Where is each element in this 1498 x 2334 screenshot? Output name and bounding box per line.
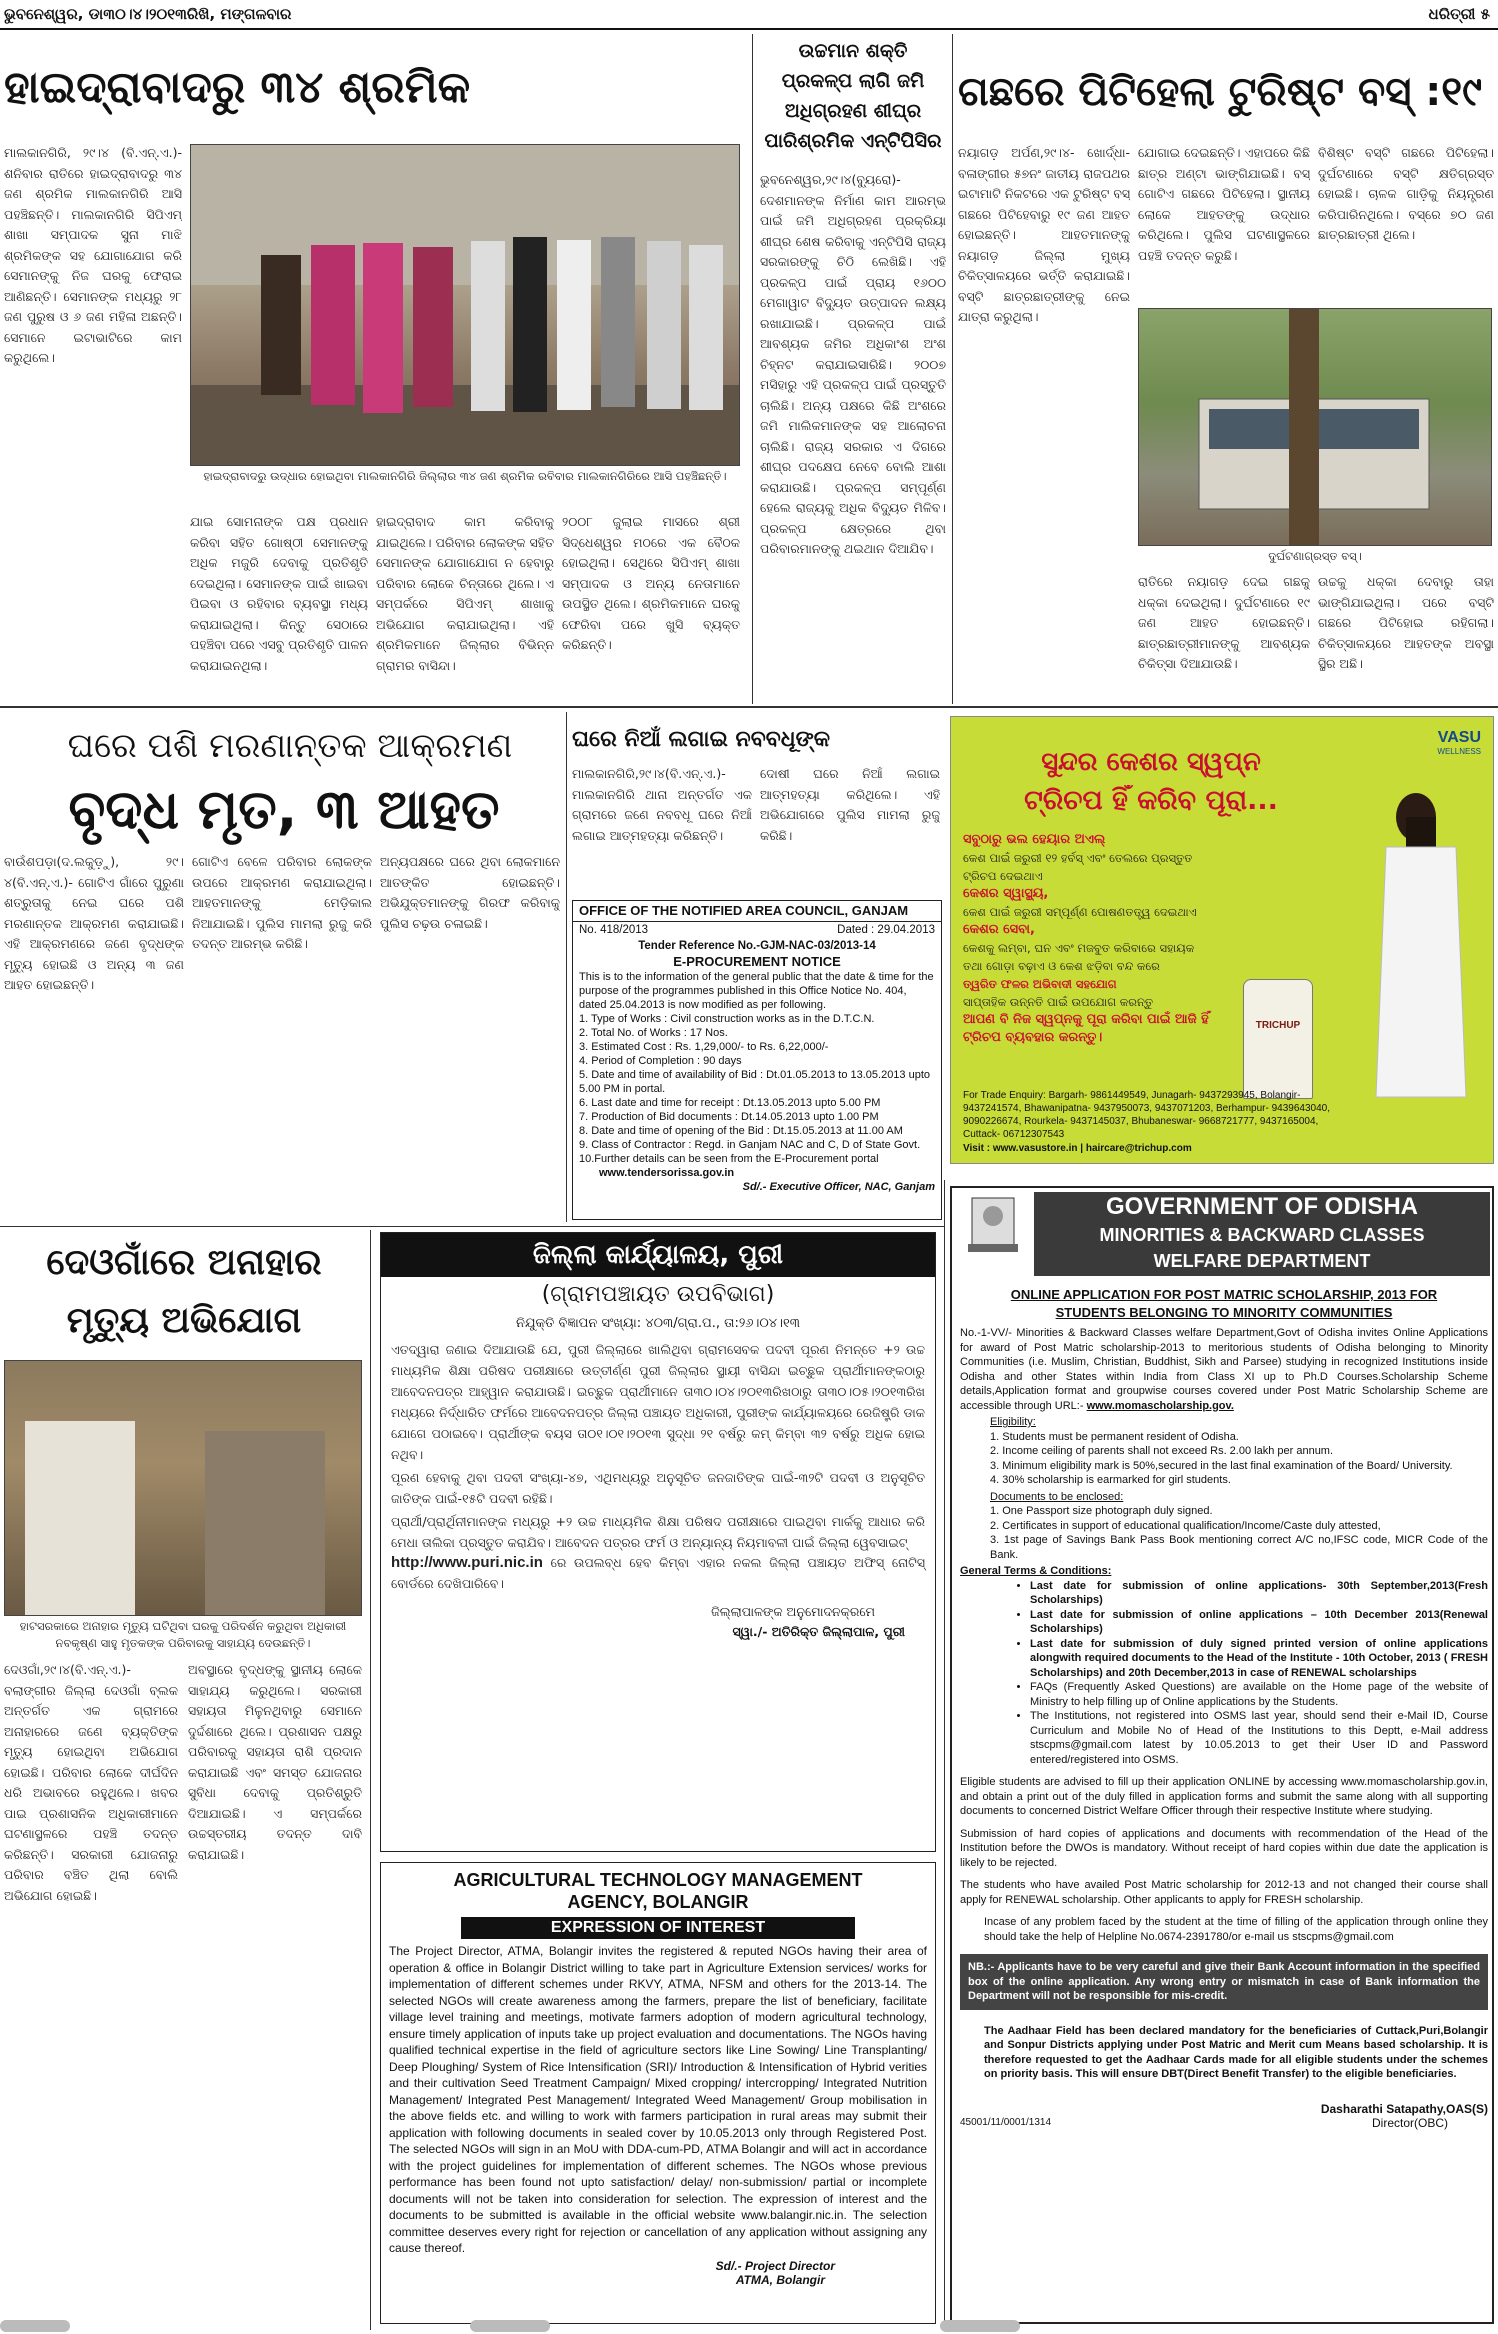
odisha-eligibility-item: 2. Income ceiling of parents shall not exceed Rs. 2.00 lakh per annum. (990, 1445, 1334, 1457)
odisha-title-3: WELFARE DEPARTMENT (1153, 1251, 1371, 1271)
odisha-notice (950, 1186, 1494, 2324)
odisha-heading-1: ONLINE APPLICATION FOR POST MATRIC SCHOLARSHIP, 2013 FOR (1010, 1287, 1438, 1302)
tender-title: OFFICE OF THE NOTIFIED AREA COUNCIL, GANJAM (573, 903, 941, 922)
ad-line: କେଶ ପାଇଁ ଜରୁରୀ ସମ୍ପୂର୍ଣ୍ଣ ପୋଷଣତତ୍ତ୍ୱ ଦେଇଥାଏ (963, 905, 1197, 919)
ashoka-emblem-icon (958, 1194, 1028, 1256)
divider-2 (952, 34, 953, 704)
story4-col2: ଗୋଟିଏ ବେଳେ ପରିବାର ଲୋକଙ୍କ ଉପରେ ଆକ୍ରମଣ କରାଯାଇଥିଲା। ଆହତମାନଙ୍କୁ ମେଡ଼ିକାଲ ନିଆଯାଇଛି। ପୁଲିସ ମାମଲା ରୁଜୁ କରି ତଦନ୍ତ ଆରମ୍ଭ କରିଛି। (192, 854, 372, 951)
odisha-terms-item: • Last date for submission of online applications – 10th December 2013(Renewal Scholarships) (1030, 1608, 1488, 1637)
atma-notice (380, 1862, 936, 2324)
page-bottom-marker-2 (470, 2320, 550, 2332)
ad-line: କେଶକୁ ଲମ୍ବା, ଘନ ଏବଂ ମଜବୁତ କରିବାରେ ସହାୟକ (963, 941, 1195, 955)
odisha-para-3: The students who have availed Post Matric scholarship for 2012-13 and not changed their course shall apply for RENEWAL scholarship. Other applicants to apply for FRESH scholarship. (960, 1879, 1488, 1906)
photo-people (261, 237, 723, 413)
tender-item: 10.Further details can be seen from the E-Procurement portal (579, 1153, 879, 1165)
story1-caption: ହାଇଦ୍ରାବାଦରୁ ଉଦ୍ଧାର ହୋଇଥିବା ମାଲକାନଗିରି ଜିଲ୍ଲାର ୩୪ ଜଣ ଶ୍ରମିକ ରବିବାର ମାଲକାନଗିରିରେ ଆସି ପହଞ୍ଚିଛନ୍ତି। (203, 469, 727, 483)
ad-line: କେଶ ପାଇଁ ଜରୁରୀ ୧୨ ହର୍ବସ୍ ଏବଂ ତେଲରେ ପ୍ରସ୍ତୁତ (963, 851, 1193, 865)
puri-subtitle: (ଗ୍ରାମପଞ୍ଚାୟତ ଉପବିଭାଗ) (541, 1282, 775, 1307)
tender-no: No. 418/2013 (579, 924, 649, 936)
story1-col1: ମାଲକାନଗିରି, ୨୯।୪ (ବି.ଏନ୍.ଏ.)- ଶନିବାର ରାତିରେ ହାଇଦ୍ରାବାଦରୁ ୩୪ ଜଣ ଶ୍ରମିକ ମାଲକାନଗିରି ଆସି ପହଞ୍ଚିଛନ୍ତି। ମାଲକାନଗିରି ସିପିଏମ୍ ଶାଖା ସମ୍ପାଦକ ସୁନା ମାଝି ଶ୍ରମିକଙ୍କ ସହ ଯୋଗାଯୋଗ କରି ସେମାନଙ୍କୁ ନିଜ ଘରକୁ ଫେରାଇ ଆଣିଛନ୍ତି। ସେମାନଙ୍କ ମଧ୍ୟରୁ ୨୮ ଜଣ ପୁରୁଷ ଓ ୬ ଜଣ ମହିଳା ଅଛନ୍ତି। ସେମାନେ ଇଟାଭାଟିରେ କାମ କରୁଥିଲେ। (4, 145, 182, 365)
ad-line: ଆପଣ ବି ନିଜ ସ୍ୱପ୍ନକୁ ପୂରା କରିବା ପାଇଁ ଆଜି ହିଁ (963, 1012, 1209, 1027)
odisha-docs-item: 3. 1st page of Savings Bank Pass Book mentioning correct A/C no,IFSC code, MICR Code of the Bank. (990, 1534, 1488, 1561)
story1-col3: ହାଇଦ୍ରାବାଦ କାମ କରିବାକୁ ଯାଇଥିଲେ। ପରିବାର ଲୋକଙ୍କ ସହିତ ସେମାନଙ୍କ ଯୋଗାଯୋଗ ନ ହେବାରୁ ପରିବାର ଲୋକେ ଚିନ୍ତାରେ ଥିଲେ। ଏ ସମ୍ପର୍କରେ ସିପିଏମ୍ ଶାଖାକୁ ଅଭିଯୋଗ କରାଯାଇଥିଲା। ଏହି ଶ୍ରମିକମାନେ ଜିଲ୍ଲାର ବିଭିନ୍ନ ଗ୍ରାମର ବାସିନ୍ଦା। (376, 514, 554, 673)
story6-headline: ଦେଓଗାଁରେ ଅନାହାର ମୃତ୍ୟୁ ଅଭିଯୋଗ (46, 1242, 322, 1341)
atma-body: The Project Director, ATMA, Bolangir invites the registered & reputed NGOs having their area of operation & office in Bolangir District willing to take part in Agriculture Extension services/ works for implementation of different schemes under RKVY, ATMA, NFSM and others for the 2013-14. The selected NGOs will create awareness among the farmers, prepare the list of beneficiary, facilitate village level training and meetings, motivate farmers adoption of modern agricultural technology, ensure timely application of inputs take up project evaluation and documentations. The NGOs having qualified technical expertise in the field of agriculture sectors like Line Sowing/ Line Transplanting/ Deep Ploughing/ System of Rice Intensification (SRI)/ Introduction & Intensification of Hybrid verities and their cultivation Seed Treatment Campaign/ Mixed cropping/ intercropping/ Integrated Nutrition Management/ Integrated Pest Management/ Integrated Weed Management/ Group mobilisation in the above fields etc. and willing to work with farmers participation in rural areas may submit their application with following documents in sealed cover by 10.05.2013 only through Registered Post. The selected NGOs will sign in an MoU with DDA-cum-PD, ATMA Bolangir and will act in accordance with the project guidelines for implementation of different schemes. The NGOs whose previous performance has been found not upto satisfaction/ delay/ non-submission/ partial or incomplete documents will not be taken into consideration for selection. The expression of interest and the documents to be submitted is available in the official website www.balangir.nic.in. The selection committee deserves every right for rejection or cancellation of any application without assigning any cause thereof. (389, 1944, 931, 2255)
odisha-emblem (958, 1194, 1028, 1256)
tender-items (579, 1012, 935, 1166)
odisha-terms-list (960, 1579, 1488, 1768)
story3-headline: ଗଛରେ ପିଟିହେଲା ଟୁରିଷ୍ଟ ବସ୍ :୧୯ (958, 69, 1483, 115)
story6-caption: ହାଟସରକାରେ ଅନାହାର ମୃତ୍ୟୁ ଘଟିଥିବା ଘରକୁ ପରିଦର୍ଶନ କରୁଥିବା ଅଧିକାରୀ ନବକୃଷ୍ଣ ସାହୁ ମୃତକଙ୍କ ପରିବାରକୁ ସାହାଯ୍ୟ ଦେଉଛନ୍ତି। (19, 1619, 347, 1650)
page-bottom-marker-3 (940, 2320, 1020, 2332)
odisha-docs-list (960, 1504, 1488, 1562)
divider-3 (566, 712, 567, 1222)
story5-headline: ଘରେ ନିଆଁ ଲଗାଇ ନବବଧୂଙ୍କ (572, 727, 831, 752)
story2-body: ଭୁବନେଶ୍ୱର,୨୯।୪(ବ୍ୟୁରୋ)- ଦେଶମାନଙ୍କ ନିର୍ମାଣ କାମ ଆରମ୍ଭ ପାଇଁ ଜମି ଅଧିଗ୍ରହଣ ପ୍ରକ୍ରିୟା ଶୀଘ୍ର ଶେଷ କରିବାକୁ ଏନ୍ଟିପିସି ରାଜ୍ୟ ସରକାରଙ୍କୁ ଚିଠି ଲେଖିଛି। ଏହି ପ୍ରକଳ୍ପ ପାଇଁ ପ୍ରାୟ ୧୬୦୦ ମେଗାୱାଟ ବିଦ୍ୟୁତ ଉତ୍ପାଦନ ଲକ୍ଷ୍ୟ ରଖାଯାଇଛି। ପ୍ରକଳ୍ପ ପାଇଁ ଆବଶ୍ୟକ ଜମିର ଅଧିକାଂଶ ଅଂଶ ଚିହ୍ନଟ କରାଯାଇସାରିଛି। ୨୦୦୭ ମସିହାରୁ ଏହି ପ୍ରକଳ୍ପ ପାଇଁ ପ୍ରସ୍ତୁତି ଚାଲିଛି। ଅନ୍ୟ ପକ୍ଷରେ କିଛି ଅଂଶରେ ଜମି ମାଲିକମାନଙ୍କ ସହ ଆଲୋଚନା ଚାଲିଛି। ରାଜ୍ୟ ସରକାର ଏ ଦିଗରେ ଶୀଘ୍ର ପଦକ୍ଷେପ ନେବେ ବୋଲି ଆଶା କରାଯାଉଛି। ପ୍ରକଳ୍ପ ସମ୍ପୂର୍ଣ୍ଣ ହେଲେ ରାଜ୍ୟକୁ ଅଧିକ ବିଦ୍ୟୁତ ମିଳିବ। ପ୍ରକଳ୍ପ କ୍ଷେତ୍ରରେ ଥିବା ପରିବାରମାନଙ୍କୁ ଥଇଥାନ ଦିଆଯିବ। (760, 172, 946, 556)
odisha-docs-item: 2. Certificates in support of educational qualification/Income/Caste duly attested, (990, 1519, 1381, 1532)
odisha-heading-2: STUDENTS BELONGING TO MINORITY COMMUNITIES (1055, 1305, 1393, 1320)
tender-ref: Tender Reference No.-GJM-NAC-03/2013-14 (638, 940, 876, 952)
tender-item: 1. Type of Works : Civil construction works as in the D.T.C.N. (579, 1013, 875, 1025)
ad-product-name: TRICHUP (1255, 1020, 1301, 1031)
odisha-para-2: Submission of hard copies of applications and documents with recommendation of the Head of the Institution before the DWOs is mandatory. Without receipt of hard copies within due date the application is likely to be rejected. (960, 1827, 1488, 1869)
ad-model-figure (1336, 777, 1486, 1107)
bus-accident-photo (1139, 309, 1492, 546)
story6-photo (4, 1360, 362, 1616)
odisha-aadhaar-note: The Aadhaar Field has been declared mandatory for the beneficiaries of Cuttack,Puri,Bolangir and Sonpur Districts applying under Post Matric and Merit cum Means based scholarship. It is therefore requested to get the Aadhaar Cards made for all eligible students under the schemes on priority basis. This will ensure DBT(Direct Benefit Transfer) to the eligible beneficiaries. (984, 2024, 1488, 2080)
odisha-signer: Dasharathi Satapathy,OAS(S) (1320, 2101, 1488, 2116)
odisha-eligibility-item: 4. 30% scholarship is earmarked for girl students. (990, 1474, 1231, 1486)
odisha-terms-item: • The Institutions, not registered into OSMS last year, should send their e-Mail ID, Course Curriculum and Mobile No of Head of the Institutions to this Deptt, e-Mail address stscpms@gmail.com latest by 10.05.2013 to get their User ID and Password entered/registered into OSMS. (1030, 1709, 1488, 1767)
odisha-header-band (1034, 1192, 1490, 1276)
story2-headline: ଉଚ୍ଚମାନ ଶକ୍ତି ପ୍ରକଳ୍ପ ଲାଗି ଜମି ଅଧିଗ୍ରହଣ ଶୀଘ୍ର ପାରିଶ୍ରମିକ ଏନ୍ଟିପିସିର (764, 40, 942, 152)
page-bottom-marker-1 (0, 2320, 70, 2332)
odisha-docs-heading: Documents to be enclosed: (990, 1490, 1124, 1503)
odisha-eligibility-item: 3. Minimum eligibility mark is 50%,secured in the last final examination of the Board/ University. (990, 1459, 1453, 1472)
story3-col-b: ଉଚ୍ଚକୁ ଧକ୍କା ଦେବାରୁ ତାହା ଭାଙ୍ଗିଯାଇଥିଲା। ପରେ ବସ୍ଟି ଗଛରେ ପିଟିହୋଇ ରହିଗଲା। ଚିକିତ୍ସାଳୟରେ ଆହତଙ୍କ ଅବସ୍ଥା ସ୍ଥିର ଅଛି। (1318, 574, 1494, 671)
tender-item: 3. Estimated Cost : Rs. 1,29,000/- to Rs. 6,22,000/- (579, 1041, 829, 1053)
odisha-intro-text: No.-1-VV/- Minorities & Backward Classes welfare Department,Govt of Odisha invites Online Applications for award of Post Matric scholarship-2013 to meritorious students of Odisha belonging to Minority Communities (i.e. Muslim, Christian, Buddhist, Sikh and Parsee) studying in recognized Institutions inside Odisha and other States within India from Class XI up to Ph.D Courses.Scholarship Scheme details,Application format and groupwise courses covered under Post Matric Scholarship Scheme are accessible through URL:- (960, 1327, 1488, 1412)
story3-col3: ବିଶିଷ୍ଟ ବସ୍ଟି ଗଛରେ ପିଟିହେଲା। ଦୁର୍ଘଟଣାରେ ବସ୍ଟି କ୍ଷତିଗ୍ରସ୍ତ ହୋଇଛି। ଚାଳକ ଗାଡ଼ିକୁ ନିୟନ୍ତ୍ରଣ କରିପାରିନଥିଲେ। ବସ୍ରେ ୭୦ ଜଣ ଛାତ୍ରଛାତ୍ରୀ ଥିଲେ। (1318, 145, 1494, 242)
story3-col1: ନୟାଗଡ଼ ଅର୍ପଣ,୨୯।୪- ଖୋର୍ଦ୍ଧା-ବଳାଙ୍ଗୀର ୫୭ନଂ ଜାତୀୟ ରାଜପଥର ଇଟାମାଟି ନିକଟରେ ଏକ ଟୁରିଷ୍ଟ ବସ୍ ଗଛରେ ପିଟିହେବାରୁ ୧୯ ଜଣ ଆହତ ହୋଇଛନ୍ତି। ଆହତମାନଙ୍କୁ ନୟାଗଡ଼ ଜିଲ୍ଲା ମୁଖ୍ୟ ଚିକିତ୍ସାଳୟରେ ଭର୍ତ୍ତି କରାଯାଇଛି। ବସ୍ଟି ଛାତ୍ରଛାତ୍ରୀଙ୍କୁ ନେଇ ଯାତ୍ରା କରୁଥିଲା। (958, 145, 1130, 324)
white-dress (1376, 847, 1466, 1097)
divider-5 (944, 1180, 945, 2330)
workers-group-photo (191, 145, 740, 466)
tender-item: 2. Total No. of Works : 17 Nos. (579, 1027, 728, 1039)
tender-item: 5. Date and time of availability of Bid : Dt.01.05.2013 to 13.05.2013 upto 5.00 PM in portal. (579, 1069, 931, 1095)
story4-headline-a: ଘରେ ପଶି ମରଣାନ୍ତକ ଆକ୍ରମଣ (67, 726, 513, 766)
story1-photo (190, 144, 740, 466)
divider-4 (370, 1230, 371, 2330)
header-rule (0, 28, 1498, 30)
story4-headline-b: ବୃଦ୍ଧ ମୃତ, ୩ ଆହତ (68, 778, 500, 841)
puri-body-4: ରେ ଉପଲବ୍ଧ ହେବ କିମ୍ବା ଏହାର ନକଲ ଜିଲ୍ଲା ପଞ୍ଚାୟତ ଅଫିସ୍ ନୋଟିସ୍ ବୋର୍ଡରେ ଦେଖିପାରିବେ। (391, 1555, 929, 1591)
ad-line: ସବୁଠାରୁ ଭଲ ହେୟାର ଅଏଲ୍ (963, 832, 1106, 847)
odisha-eligibility-heading: Eligibility: (990, 1416, 1036, 1428)
atma-band: EXPRESSION OF INTEREST (461, 1917, 855, 1939)
ad-product-bottle (1243, 979, 1313, 1099)
odisha-terms-item: • FAQs (Frequently Asked Questions) are available on the Home page of the website of Ministry to help filling up of Online applications by the Students. (1030, 1680, 1488, 1709)
atma-title-2: AGENCY, BOLANGIR (567, 1892, 749, 1912)
story4-col1: ବାଉଁଶପଡ଼ା(ଦ.ଲକୁଡ଼ୁ), ୨୯।୪(ବି.ଏନ୍.ଏ.)- ଗୋଟିଏ ଗାଁରେ ପୁରୁଣା ଶତ୍ରୁତାକୁ ନେଇ ଘରେ ପଶି ମରଣାନ୍ତକ ଆକ୍ରମଣ କରାଯାଇଛି। ଏହି ଆକ୍ରମଣରେ ଜଣେ ବୃଦ୍ଧଙ୍କ ମୃତ୍ୟୁ ହୋଇଛି ଓ ଅନ୍ୟ ୩ ଜଣ ଆହତ ହୋଇଛନ୍ତି। (4, 854, 184, 992)
odisha-designation: Director(OBC) (1371, 2116, 1448, 2130)
puri-website-link[interactable]: http://www.puri.nic.in (391, 1554, 543, 1571)
story3-col2: ଯୋଗାଇ ଦେଇଛନ୍ତି। ଏହାପରେ କିଛି ଛାତ୍ର ଅଣ୍ଟା ଭାଙ୍ଗିଯାଇଛି। ବସ୍ ଗୋଟିଏ ଗଛରେ ପିଟିହେଲା। ସ୍ଥାନୀୟ ଲୋକେ ଆହତଙ୍କୁ ଉଦ୍ଧାର କରିଥିଲେ। ପୁଲିସ ଘଟଣାସ୍ଥଳରେ ପହଞ୍ଚି ତଦନ୍ତ କରୁଛି। (1138, 145, 1310, 263)
puri-body-3: ପ୍ରାର୍ଥୀ/ପ୍ରାର୍ଥିନୀମାନଙ୍କ ମଧ୍ୟରୁ +୨ ଉଚ୍ଚ ମାଧ୍ୟମିକ ଶିକ୍ଷା ପରିଷଦ ପରୀକ୍ଷାରେ ପାଇଥିବା ମାର୍କକୁ ଆଧାର କରି ମେଧା ତାଲିକା ପ୍ରସ୍ତୁତ କରାଯିବ। ଆବେଦନ ପତ୍ରର ଫର୍ମ ଓ ଅନ୍ୟାନ୍ୟ ନିୟମାବଳୀ ପାଇଁ ଜିଲ୍ଲା ୱେବସାଇଟ୍ (391, 1514, 929, 1550)
tender-item: 6. Last date and time for receipt : Dt.13.05.2013 upto 5.00 PM (579, 1097, 881, 1109)
puri-body: ଏତଦ୍ୱାରା ଜଣାଇ ଦିଆଯାଉଛି ଯେ, ପୁରୀ ଜିଲ୍ଲାରେ ଖାଲିଥିବା ଗ୍ରାମସେବକ ପଦବୀ ପୂରଣ ନିମନ୍ତେ +୨ ଉଚ୍ଚ ମାଧ୍ୟମିକ ଶିକ୍ଷା ପରିଷଦ ପରୀକ୍ଷାରେ ଉତ୍ତୀର୍ଣ୍ଣ ପୁରୀ ଜିଲ୍ଲାର ସ୍ଥାୟୀ ବାସିନ୍ଦା ଇଚ୍ଛୁକ ପ୍ରାର୍ଥୀମାନଙ୍କଠାରୁ ଆବେଦନପତ୍ର ଆହ୍ୱାନ କରାଯାଉଛି। ଇଚ୍ଛୁକ ପ୍ରାର୍ଥୀମାନେ ତା୩୦।୦୪।୨୦୧୩ରିଖଠାରୁ ତା୩୦।୦୫।୨୦୧୩ରିଖ ମଧ୍ୟରେ ନିର୍ଦ୍ଧାରିତ ଫର୍ମରେ ଆବେଦନପତ୍ର ଜିଲ୍ଲା ପଞ୍ଚାୟତ ଅଧିକାରୀ, ପୁରୀଙ୍କ କାର୍ଯ୍ୟାଳୟରେ ରେଜିଷ୍ଟ୍ରି ଡାକ ଯୋଗେ ପଠାଇବେ। ପ୍ରାର୍ଥୀଙ୍କ ବୟସ ତା୦୧।୦୧।୨୦୧୩ ସୁଦ୍ଧା ୨୧ ବର୍ଷରୁ କମ୍ କିମ୍ବା ୩୨ ବର୍ଷରୁ ଅଧିକ ହୋଇ ନଥିବ। (391, 1342, 929, 1462)
tender-notice (572, 900, 942, 1220)
trichup-advertisement (950, 716, 1494, 1164)
odisha-url-link[interactable]: www.momascholarship.gov. (1086, 1399, 1234, 1412)
puri-sign-1: ଜିଲ୍ଲାପାଳଙ୍କ ଅନୁମୋଦନକ୍ରମେ (711, 1604, 875, 1619)
tender-item: 9. Class of Contractor : Regd. in Ganjam NAC and C, D of State Govt. (579, 1139, 921, 1151)
story5-col1: ମାଲକାନଗିରି,୨୯।୪(ବି.ଏନ୍.ଏ.)- ମାଲକାନଗିରି ଥାନା ଅନ୍ତର୍ଗତ ଏକ ଗ୍ରାମରେ ଜଣେ ନବବଧୂ ଘରେ ନିଆଁ ଲଗାଇ ଆତ୍ମହତ୍ୟା କରିଛନ୍ତି। (572, 766, 752, 843)
odisha-heading (960, 1286, 1488, 1324)
odisha-content (960, 1326, 1488, 2320)
odisha-eligibility-list (960, 1430, 1488, 1488)
ad-line: ତଥା ଗୋଡ଼ା ବଢ଼ାଏ ଓ କେଶ ଝଡ଼ିବା ବନ୍ଦ କରେ (963, 959, 1160, 973)
story1-col4: ୨୦୦୮ ଜୁଲାଇ ମାସରେ ଶ୍ରୀ ସିଦ୍ଧେଶ୍ୱର ମଠରେ ଏକ ବୈଠକ ହୋଇଥିଲା। ସେଥିରେ ସିପିଏମ୍ ଶାଖା ସମ୍ପାଦକ ଓ ଅନ୍ୟ ନେତାମାନେ ଉପସ୍ଥିତ ଥିଲେ। ଶ୍ରମିକମାନେ ଘରକୁ ଫେରିବା ପରେ ଖୁସି ବ୍ୟକ୍ତ କରିଛନ୍ତି। (562, 514, 740, 652)
odisha-title-1: GOVERNMENT OF ODISHA (1105, 1193, 1418, 1220)
odisha-eligibility-item: 1. Students must be permanent resident of Odisha. (990, 1430, 1239, 1443)
odisha-para-1: Eligible students are advised to fill up their application ONLINE by accessing www.momascholarship.gov.in, and obtain a print out of the duly filled in application forms and submit the same along with all supporting documents to concerned District Welfare Officer through their respective Institute where studying. (960, 1776, 1488, 1817)
odisha-intro (960, 1326, 1488, 1413)
odisha-para-4: Incase of any problem faced by the student at the time of filling of the application through online they should take the help of Helpline No.0674-2391780/or e-mail us stscpms@gmail.com (984, 1916, 1488, 1943)
odisha-terms-item: • Last date for submission of duly signed printed version of online applications alongwith required documents to the Head of the Institute - 10th October, 2013 ( FRESH Scholarships) and 20th December,2013 in case of RENEWAL scholarships (1030, 1637, 1488, 1681)
section-page-label: ଧରିତ୍ରୀ ୫ (1428, 5, 1490, 23)
story6-col1: ଦେଓଗାଁ,୨୯।୪(ବି.ଏନ୍.ଏ.)- ବଲାଙ୍ଗୀର ଜିଲ୍ଲା ଦେଓଗାଁ ବ୍ଲକ ଅନ୍ତର୍ଗତ ଏକ ଗ୍ରାମରେ ଅନାହାରରେ ଜଣେ ବ୍ୟକ୍ତିଙ୍କ ମୃତ୍ୟୁ ହୋଇଥିବା ଅଭିଯୋଗ ହୋଇଛି। ପରିବାର ଲୋକେ ଦୀର୍ଘଦିନ ଧରି ଅଭାବରେ ରହୁଥିଲେ। ଖବର ପାଇ ପ୍ରଶାସନିକ ଅଧିକାରୀମାନେ ଘଟଣାସ୍ଥଳରେ ପହଞ୍ଚି ତଦନ୍ତ କରିଛନ୍ତି। ସରକାରୀ ଯୋଜନାରୁ ପରିବାର ବଞ୍ଚିତ ଥିଲା ବୋଲି ଅଭିଯୋଗ ହୋଇଛି। (4, 1662, 178, 1903)
story3-caption: ଦୁର୍ଘଟଣାଗ୍ରସ୍ତ ବସ୍। (1268, 549, 1362, 563)
atma-sign-1: Sd/.- Project Director (715, 2258, 835, 2273)
tender-notice-heading: E-PROCUREMENT NOTICE (673, 954, 841, 969)
tree-trunk (1289, 309, 1319, 546)
puri-sign-2: ସ୍ୱା./- ଅତିରିକ୍ତ ଜିଲ୍ଲାପାଳ, ପୁରୀ (732, 1624, 905, 1639)
tender-intro: This is to the information of the general public that the date & time for the purpose of the programmes published in this Office Notice No. 404, dated 25.04.2013 is now modified as per following. (579, 971, 934, 1011)
tender-portal-link[interactable]: www.tendersorissa.gov.in (599, 1167, 735, 1179)
ad-line: ଟ୍ରିଚପ ଦେଇଥାଏ (963, 869, 1043, 883)
villager-figure (205, 1431, 325, 1616)
atma-sign-2: ATMA, Bolangir (735, 2272, 825, 2287)
ad-website[interactable]: Visit : www.vasustore.in | haircare@trichup.com (963, 1143, 1192, 1154)
story1-headline: ହାଇଦ୍ରାବାଦରୁ ୩୪ ଶ୍ରମିକ (4, 62, 471, 113)
puri-body-2: ପୂରଣ ହେବାକୁ ଥିବା ପଦବୀ ସଂଖ୍ୟା-୪୭, ଏଥିମଧ୍ୟରୁ ଅନୁସୂଚିତ ଜନଜାତିଙ୍କ ପାଇଁ-୩୨ଟି ପଦବୀ ଓ ଅନୁସୂଚିତ ଜାତିଙ୍କ ପାଇଁ-୧୫ଟି ପଦବୀ ରହିଛି। (391, 1470, 929, 1506)
odisha-code: 45001/11/0001/1314 (960, 2117, 1052, 2128)
puri-web-line (381, 1553, 935, 1594)
odisha-terms-item: • Last date for submission of online applications- 30th September,2013(Fresh Scholarships) (1030, 1579, 1488, 1608)
ad-line: ତ୍ୱରିତ ଫଳର ଅଭିବାଦୀ ସହଯୋଗ (963, 977, 1117, 991)
story5-col2: ଦୋଷୀ ଘରେ ନିଆଁ ଲଗାଇ ଆତ୍ମହତ୍ୟା କରିଥିଲେ। ଏହି ଅଭିଯୋଗରେ ପୁଲିସ ମାମଲା ରୁଜୁ କରିଛି। (760, 766, 940, 843)
odisha-nb-box: NB.:- Applicants have to be very careful and give their Bank Account information in the specified box of the online application. Any wrong entry or mismatch in case of Bank information the Department will not be responsible for mis-credit. (960, 1954, 1488, 2010)
officials-visit-photo (5, 1361, 362, 1616)
ad-brand: VASU (1437, 729, 1481, 746)
puri-notice (380, 1232, 936, 1852)
woman-figure (1336, 777, 1486, 1107)
ad-title-2: ଟ୍ରିଚପ ହିଁ କରିବ ପୂରା... (1024, 785, 1278, 816)
puri-title: ଜିଲ୍ଲା କାର୍ଯ୍ୟାଳୟ, ପୁରୀ (381, 1233, 935, 1277)
divider-row2 (0, 1226, 945, 1227)
odisha-title-2: MINORITIES & BACKWARD CLASSES (1099, 1225, 1425, 1245)
tender-sign: Sd/.- Executive Officer, NAC, Ganjam (742, 1181, 935, 1193)
dateline: ଭୁବନେଶ୍ୱର, ଡା୩୦।୪।୨୦୧୩ରିଖି, ମଙ୍ଗଳବାର (4, 5, 292, 23)
puri-notice-no: ନିଯୁକ୍ତି ବିଜ୍ଞାପନ ସଂଖ୍ୟା: ୪୦୩/ଗ୍ରା.ପ., ତା:୨୬।୦୪।୧୩ (516, 1316, 800, 1331)
story3-photo (1138, 308, 1492, 546)
official-figure (25, 1421, 135, 1616)
story1-col2: ଯାଇ ସୋମନାଙ୍କ ପକ୍ଷ ପ୍ରଧାନ କରିବା ସହିତ ଗୋଷ୍ଠୀ ସେମାନଙ୍କୁ ଅଧିକ ମଜୁରି ଦେବାକୁ ପ୍ରତିଶୃତି ଦେଇଥିଲା। ସେମାନଙ୍କ ପାଇଁ ଖାଇବା ପିଇବା ଓ ରହିବାର ବ୍ୟବସ୍ଥା ମଧ୍ୟ କରାଯାଇଥିଲା। କିନ୍ତୁ ସେଠାରେ ପହଞ୍ଚିବା ପରେ ଏସବୁ ପ୍ରତିଶୃତି ପାଳନ କରାଯାଇନଥିଲା। (190, 514, 368, 673)
divider-1 (752, 34, 753, 704)
ad-line: ସାପ୍ତାହିକ ଉନ୍ନତି ପାଇଁ ଉପଯୋଗ କରନ୍ତୁ (963, 995, 1154, 1009)
tender-item: 4. Period of Completion : 90 days (579, 1055, 742, 1067)
tender-item: 7. Production of Bid documents : Dt.14.05.2013 upto 1.00 PM (579, 1111, 879, 1123)
tender-date: Dated : 29.04.2013 (837, 924, 935, 936)
ad-line: ଟ୍ରିଚପ ବ୍ୟବହାର କରନ୍ତୁ। (963, 1030, 1103, 1045)
odisha-docs-item: 1. One Passport size photograph duly signed. (990, 1505, 1213, 1517)
ad-trade-enquiry: For Trade Enquiry: Bargarh- 9861449549, Junagarh- 9437293945, Bolangir- 9437241574, Bhawanipatna- 9437950073, 9437071203, Berhampur- 9439643040, 9090226674, Rourkela- 9437145037, Bhubaneswar- 9668721777, 9437165004, Cuttack- 06712307543 (963, 1090, 1330, 1140)
ad-title-1: ସୁନ୍ଦର କେଶର ସ୍ୱପ୍ନ (1041, 747, 1261, 777)
odisha-footer (960, 2116, 1488, 2131)
ad-brand-sub: WELLNESS (1437, 747, 1481, 756)
ad-line: କେଶର ସେବା, (963, 922, 1035, 937)
story6-col2: ଅବସ୍ଥାରେ ବୃଦ୍ଧଙ୍କୁ ସ୍ଥାନୀୟ ଲୋକେ ସାହାଯ୍ୟ କରୁଥିଲେ। ସରକାରୀ ସହାୟତା ମିଳୁନଥିବାରୁ ସେମାନେ ଦୁର୍ଦ୍ଦଶାରେ ଥିଲେ। ପ୍ରଶାସନ ପକ୍ଷରୁ ପରିବାରକୁ ସହାୟତା ରାଶି ପ୍ରଦାନ କରାଯାଇଛି ଏବଂ ସମସ୍ତ ଯୋଜନାର ସୁବିଧା ଦେବାକୁ ପ୍ରତିଶ୍ରୁତି ଦିଆଯାଇଛି। ଏ ସମ୍ପର୍କରେ ଉଚ୍ଚସ୍ତରୀୟ ତଦନ୍ତ ଦାବି କରାଯାଇଛି। (188, 1662, 362, 1862)
atma-title-1: AGRICULTURAL TECHNOLOGY MANAGEMENT (453, 1870, 863, 1890)
tender-refs (579, 922, 935, 938)
tender-item: 8. Date and time of opening of the Bid : Dt.15.05.2013 at 11.00 AM (579, 1125, 903, 1137)
divider-row1 (0, 706, 1498, 708)
story3-col-a: ରାତିରେ ନୟାଗଡ଼ ଦେଇ ଗଛକୁ ଧକ୍କା ଦେଇଥିଲା। ଦୁର୍ଘଟଣାରେ ୧୯ ଜଣ ଆହତ ହୋଇଛନ୍ତି। ଛାତ୍ରଛାତ୍ରୀମାନଙ୍କୁ ଆବଶ୍ୟକ ଚିକିତ୍ସା ଦିଆଯାଉଛି। (1138, 574, 1310, 671)
story4-col3: ଅନ୍ୟପକ୍ଷରେ ଘରେ ଥିବା ଲୋକମାନେ ଆତଙ୍କିତ ହୋଇଛନ୍ତି। ଅଭିଯୁକ୍ତମାନଙ୍କୁ ଗିରଫ କରିବାକୁ ପୁଲିସ ଚଢ଼ଉ ଚଳାଇଛି। (380, 854, 560, 931)
ad-line: କେଶର ସ୍ୱାସ୍ଥ୍ୟ, (963, 886, 1049, 901)
odisha-terms-heading: General Terms & Conditions: (960, 1565, 1112, 1577)
